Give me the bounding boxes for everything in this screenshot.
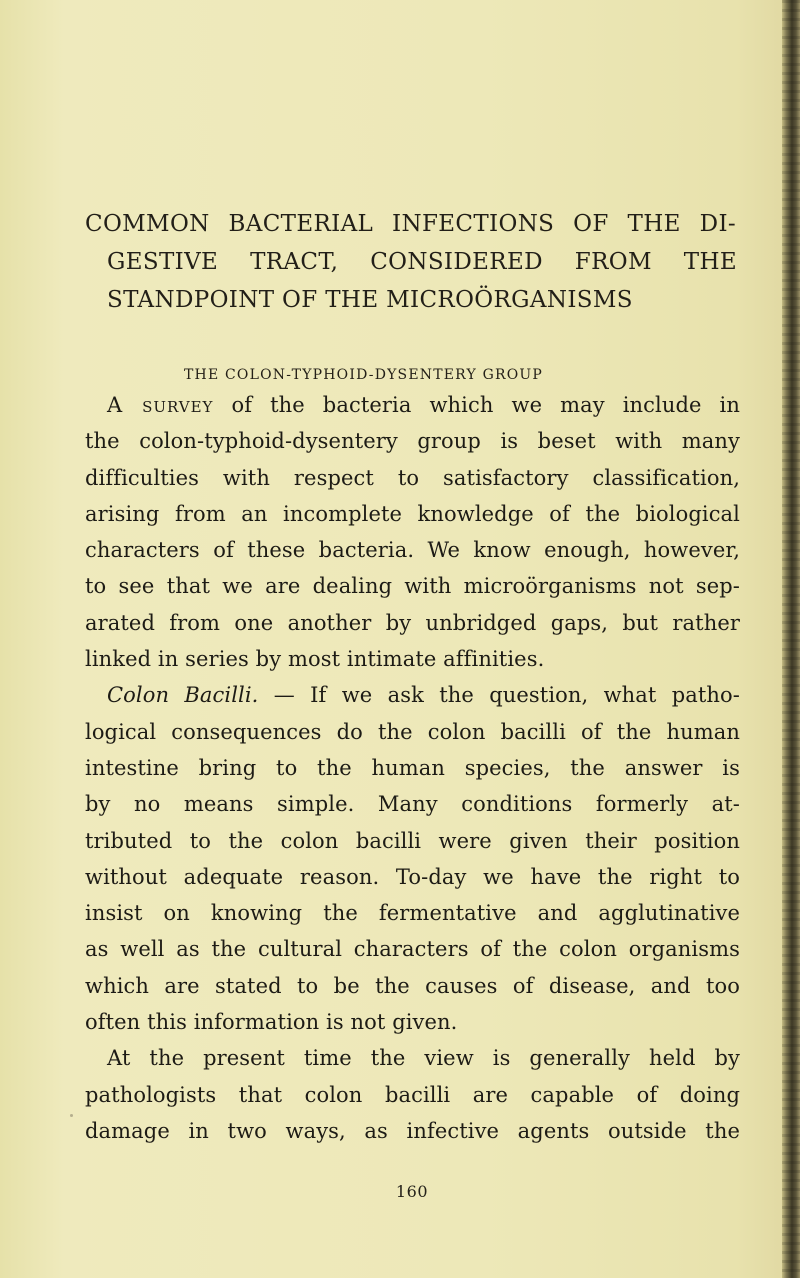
paragraph-1-line: linked in series by most intimate affinities. xyxy=(85,647,545,672)
colon-bacilli-heading: Colon Bacilli. xyxy=(107,683,259,708)
paragraph-2-line: insist on knowing the fermentative and agglutinative xyxy=(85,901,740,926)
paragraph-2-line: intestine bring to the human species, the answer is xyxy=(85,755,740,780)
paragraph-1-line: characters of these bacteria. We know enough, however, xyxy=(85,538,740,563)
chapter-title xyxy=(85,205,740,319)
paragraph-1-line-1-rest: of the bacteria which we may include in xyxy=(213,393,741,417)
paragraph-2-line: which are stated to be the causes of disease, and too xyxy=(85,973,740,998)
paragraph-1-line: to see that we are dealing with microörganisms not sep- xyxy=(85,574,740,599)
body-text xyxy=(85,387,740,1149)
paragraph-2-line-1-rest: — If we ask the question, what patho- xyxy=(258,683,740,708)
paragraph-2-line: often this information is not given. xyxy=(85,1010,458,1035)
paragraph-2-line: by no means simple. Many conditions formerly at- xyxy=(85,792,740,817)
binding-edge xyxy=(782,0,800,1278)
paragraph-2-line-1 xyxy=(85,677,740,713)
paper-speck xyxy=(70,1114,73,1117)
paragraph-2-line: without adequate reason. To-day we have the right to xyxy=(85,864,740,889)
paragraph-3-line: pathologists that colon bacilli are capable of doing xyxy=(85,1082,740,1107)
section-heading: THE COLON-TYPHOID-DYSENTERY GROUP xyxy=(184,367,544,383)
chapter-title-line-3: STANDPOINT OF THE MICROÖRGANISMS xyxy=(107,287,633,313)
paragraph-3-line: damage in two ways, as infective agents outside the xyxy=(85,1118,740,1143)
paragraph-2-line: as well as the cultural characters of the colon organisms xyxy=(85,937,740,962)
paragraph-1-line: the colon-typhoid-dysentery group is beset with many xyxy=(85,429,740,454)
chapter-title-line-1: COMMON BACTERIAL INFECTIONS OF THE DI- xyxy=(85,211,736,237)
paragraph-2-line: logical consequences do the colon bacilli of the human xyxy=(85,719,740,744)
paragraph-3-line: At the present time the view is generally held by xyxy=(107,1046,740,1071)
paragraph-2-line: tributed to the colon bacilli were given their position xyxy=(85,828,740,853)
paragraph-1-line: arated from one another by unbridged gaps, but rather xyxy=(85,610,740,635)
paragraph-1-line: difficulties with respect to satisfactory classification, xyxy=(85,465,740,490)
page-number: 160 xyxy=(395,1182,429,1201)
chapter-title-line-2: GESTIVE TRACT, CONSIDERED FROM THE xyxy=(107,249,737,275)
paragraph-1-small-caps-opening: A survey xyxy=(107,393,214,417)
paragraph-1-line: arising from an incomplete knowledge of the biological xyxy=(85,501,740,526)
paragraph-1-line-1 xyxy=(85,387,740,423)
